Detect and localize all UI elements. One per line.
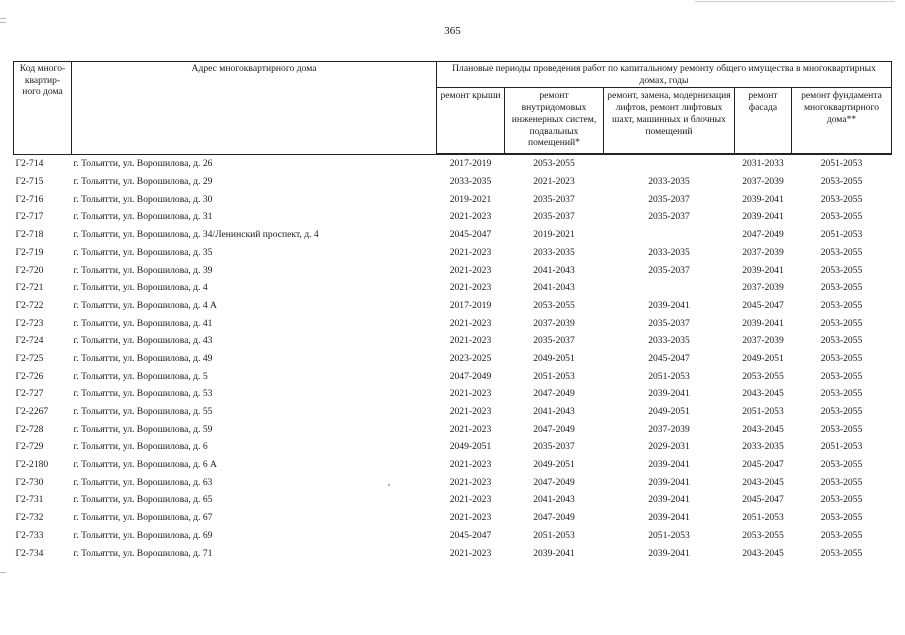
cell-roof: 2021-2023 [449,246,492,258]
table-row [14,279,892,297]
table-row [14,173,892,191]
cell-elevators: 2051-2053 [648,529,690,541]
cell-roof: 2047-2049 [449,370,492,382]
cell-foundation: 2053-2055 [820,176,863,188]
table-row [14,421,892,439]
cell-roof: 2021-2023 [449,406,492,418]
cell-elevators: 2039-2041 [648,476,690,488]
cell-code: Г2-728 [15,423,44,435]
page-number: 365 [444,25,461,37]
cell-foundation: 2053-2055 [820,299,863,311]
cell-facade: 2039-2041 [742,317,784,329]
cell-systems: 2039-2041 [533,547,575,559]
table-row [14,509,892,527]
cell-foundation: 2053-2055 [820,352,863,364]
cell-foundation: 2053-2055 [820,547,863,559]
cell-facade: 2031-2033 [742,158,784,170]
cell-elevators [604,226,735,244]
table-row [14,332,892,350]
table-row [14,474,892,492]
cell-elevators: 2033-2035 [648,176,690,188]
cell-elevators: 2035-2037 [648,211,690,223]
cell-code: Г2-731 [15,494,44,506]
cell-systems: 2047-2049 [533,388,575,400]
table-row [14,368,892,386]
cell-elevators: 2035-2037 [648,264,690,276]
cell-address: г. Тольятти, ул. Ворошилова, д. 65 [73,494,213,506]
scan-margin-mark [0,572,6,573]
cell-facade: 2053-2055 [742,370,784,382]
cell-facade: 2045-2047 [742,459,784,471]
cell-facade: 2047-2049 [742,229,784,241]
cell-foundation: 2051-2053 [820,158,863,170]
header-periods: Плановые периоды проведения работ по капитальному ремонту общего имущества в многоквартирных домах, годы [437,62,892,88]
cell-facade: 2039-2041 [742,193,784,205]
cell-roof: 2021-2023 [449,423,492,435]
cell-roof: 2021-2023 [449,476,492,488]
cell-roof: 2021-2023 [449,512,492,524]
cell-elevators [604,155,735,173]
cell-elevators: 2029-2031 [648,441,690,453]
cell-systems: 2047-2049 [533,423,575,435]
cell-facade: 2043-2045 [742,423,784,435]
cell-systems: 2021-2023 [533,176,575,188]
cell-facade: 2049-2051 [742,352,784,364]
table-row [14,527,892,545]
cell-elevators: 2039-2041 [648,512,690,524]
header-facade: ремонт фасада [735,88,792,154]
cell-facade: 2051-2053 [742,406,784,418]
cell-roof: 2021-2023 [449,211,492,223]
cell-roof: 2021-2023 [449,547,492,559]
cell-address: г. Тольятти, ул. Ворошилова, д. 59 [73,423,213,435]
cell-code: Г2-2267 [15,406,49,418]
cell-code: Г2-715 [15,176,44,188]
table-row [14,438,892,456]
cell-foundation: 2053-2055 [820,335,863,347]
cell-foundation: 2053-2055 [820,193,863,205]
cell-address: г. Тольятти, ул. Ворошилова, д. 53 [73,388,213,400]
cell-address: г. Тольятти, ул. Ворошилова, д. 31 [73,211,213,223]
cell-elevators: 2039-2041 [648,494,690,506]
cell-facade: 2043-2045 [742,388,784,400]
cell-roof: 2019-2021 [449,193,492,205]
capital-repair-table [13,61,892,562]
cell-address: г. Тольятти, ул. Ворошилова, д. 71 [73,547,213,559]
cell-roof: 2045-2047 [449,529,492,541]
cell-roof: 2021-2023 [449,459,492,471]
cell-address: г. Тольятти, ул. Ворошилова, д. 26 [73,158,213,170]
table-row [14,491,892,509]
cell-systems: 2037-2039 [533,317,575,329]
cell-systems: 2041-2043 [533,494,575,506]
cell-roof: 2033-2035 [449,176,492,188]
cell-roof: 2017-2019 [449,158,492,170]
cell-facade: 2053-2055 [742,529,784,541]
scan-edge-line [695,1,895,2]
cell-address: г. Тольятти, ул. Ворошилова, д. 4 А [73,299,217,311]
header-roof: ремонт крыши [437,88,505,154]
cell-foundation: 2053-2055 [820,282,863,294]
cell-facade: 2045-2047 [742,494,784,506]
table-row [14,226,892,244]
scan-margin-mark [0,18,6,19]
cell-systems: 2053-2055 [533,299,575,311]
cell-systems: 2041-2043 [533,264,575,276]
cell-code: Г2-721 [15,282,44,294]
cell-systems: 2041-2043 [533,406,575,418]
cell-roof: 2023-2025 [449,352,492,364]
cell-code: Г2-734 [15,547,44,559]
table-row [14,315,892,333]
cell-facade: 2043-2045 [742,476,784,488]
cell-address: г. Тольятти, ул. Ворошилова, д. 29 [73,176,213,188]
cell-facade: 2037-2039 [742,246,784,258]
cell-foundation: 2053-2055 [820,423,863,435]
cell-code: Г2-719 [15,246,44,258]
cell-elevators: 2035-2037 [648,317,690,329]
cell-facade: 2037-2039 [742,282,784,294]
cell-address: г. Тольятти, ул. Ворошилова, д. 67 [73,512,213,524]
cell-roof: 2021-2023 [449,282,492,294]
cell-elevators: 2035-2037 [648,193,690,205]
table-row [14,244,892,262]
cell-roof: 2017-2019 [449,299,492,311]
table-body [14,155,892,562]
cell-foundation: 2051-2053 [820,441,863,453]
cell-address: г. Тольятти, ул. Ворошилова, д. 6 А [73,459,217,471]
cell-foundation: 2053-2055 [820,406,863,418]
header-foundation: ремонт фундамента многоквартирного дома** [792,88,892,154]
cell-code: Г2-714 [15,158,44,170]
cell-roof: 2049-2051 [449,441,492,453]
cell-elevators: 2051-2053 [648,370,690,382]
cell-facade: 2043-2045 [742,547,784,559]
table-row [14,208,892,226]
table-row [14,262,892,280]
cell-elevators: 2033-2035 [648,335,690,347]
cell-facade: 2033-2035 [742,441,784,453]
table-row [14,191,892,209]
cell-address: г. Тольятти, ул. Ворошилова, д. 39 [73,264,213,276]
table-row [14,155,892,173]
cell-address: г. Тольятти, ул. Ворошилова, д. 43 [73,335,213,347]
cell-foundation: 2053-2055 [820,476,863,488]
cell-address: г. Тольятти, ул. Ворошилова, д. 34/Ленинский проспект, д. 4 [73,229,319,241]
cell-code: Г2-720 [15,264,44,276]
cell-systems: 2033-2035 [533,246,575,258]
cell-systems: 2047-2049 [533,476,575,488]
cell-systems: 2053-2055 [533,158,575,170]
cell-facade: 2037-2039 [742,335,784,347]
cell-elevators: 2039-2041 [648,547,690,559]
cell-roof: 2021-2023 [449,317,492,329]
table-row [14,297,892,315]
cell-roof: 2021-2023 [449,494,492,506]
cell-address: г. Тольятти, ул. Ворошилова, д. 41 [73,317,213,329]
cell-code: Г2-723 [15,317,44,329]
cell-facade: 2051-2053 [742,512,784,524]
cell-foundation: 2053-2055 [820,317,863,329]
cell-elevators: 2033-2035 [648,246,690,258]
cell-code: Г2-730 [15,476,44,488]
cell-address: г. Тольятти, ул. Ворошилова, д. 6 [73,441,208,453]
cell-roof: 2021-2023 [449,335,492,347]
cell-address: г. Тольятти, ул. Ворошилова, д. 49 [73,352,213,364]
cell-code: Г2-2180 [15,459,49,471]
cell-systems: 2049-2051 [533,352,575,364]
table-row [14,545,892,563]
cell-code: Г2-724 [15,335,44,347]
cell-elevators: 2045-2047 [648,352,690,364]
cell-address: г. Тольятти, ул. Ворошилова, д. 69 [73,529,213,541]
cell-address: г. Тольятти, ул. Ворошилова, д. 4 [73,282,208,294]
cell-code: Г2-717 [15,211,44,223]
cell-systems: 2035-2037 [533,193,575,205]
cell-systems: 2047-2049 [533,512,575,524]
cell-systems: 2041-2043 [533,282,575,294]
table-row [14,403,892,421]
cell-facade: 2039-2041 [742,264,784,276]
cell-address: г. Тольятти, ул. Ворошилова, д. 5 [73,370,208,382]
cell-facade: 2045-2047 [742,299,784,311]
cell-elevators: 2037-2039 [648,423,690,435]
cell-code: Г2-716 [15,193,44,205]
cell-foundation: 2053-2055 [820,494,863,506]
cell-address: г. Тольятти, ул. Ворошилова, д. 30 [73,193,213,205]
cell-address: г. Тольятти, ул. Ворошилова, д. 63 [73,476,213,488]
cell-elevators [604,279,735,297]
header-code: Код много-квартир-ного дома [14,62,72,154]
cell-systems: 2035-2037 [533,441,575,453]
cell-foundation: 2053-2055 [820,370,863,382]
cell-roof: 2021-2023 [449,264,492,276]
cell-systems: 2019-2021 [533,229,575,241]
cell-roof: 2021-2023 [449,388,492,400]
cell-foundation: 2053-2055 [820,388,863,400]
cell-foundation: 2053-2055 [820,246,863,258]
header-address: Адрес многоквартирного дома [72,62,437,154]
cell-code: Г2-729 [15,441,44,453]
cell-foundation: 2053-2055 [820,264,863,276]
cell-facade: 2039-2041 [742,211,784,223]
table-row [14,350,892,368]
cell-elevators: 2039-2041 [648,299,690,311]
cell-code: Г2-727 [15,388,44,400]
cell-code: Г2-726 [15,370,44,382]
cell-systems: 2049-2051 [533,459,575,471]
cell-facade: 2037-2039 [742,176,784,188]
cell-systems: 2051-2053 [533,370,575,382]
cell-code: Г2-718 [15,229,44,241]
header-elevators: ремонт, замена, модернизация лифтов, ремонт лифтовых шахт, машинных и блочных помещений [604,88,735,154]
cell-elevators: 2039-2041 [648,388,690,400]
cell-address: г. Тольятти, ул. Ворошилова, д. 35 [73,246,213,258]
cell-systems: 2051-2053 [533,529,575,541]
cell-foundation: 2053-2055 [820,459,863,471]
table-row [14,385,892,403]
cell-code: Г2-732 [15,512,44,524]
scan-margin-mark [0,22,6,23]
cell-foundation: 2053-2055 [820,211,863,223]
cell-code: Г2-725 [15,352,44,364]
table-row [14,456,892,474]
cell-code: Г2-733 [15,529,44,541]
cell-systems: 2035-2037 [533,211,575,223]
cell-foundation: 2053-2055 [820,512,863,524]
cell-address: г. Тольятти, ул. Ворошилова, д. 55 [73,406,213,418]
cell-elevators: 2039-2041 [648,459,690,471]
cell-foundation: 2051-2053 [820,229,863,241]
header-systems: ремонт внутридомовых инженерных систем, подвальных помещений* [505,88,604,154]
cell-systems: 2035-2037 [533,335,575,347]
cell-foundation: 2053-2055 [820,529,863,541]
cell-roof: 2045-2047 [449,229,492,241]
cell-elevators: 2049-2051 [648,406,690,418]
cell-code: Г2-722 [15,299,44,311]
